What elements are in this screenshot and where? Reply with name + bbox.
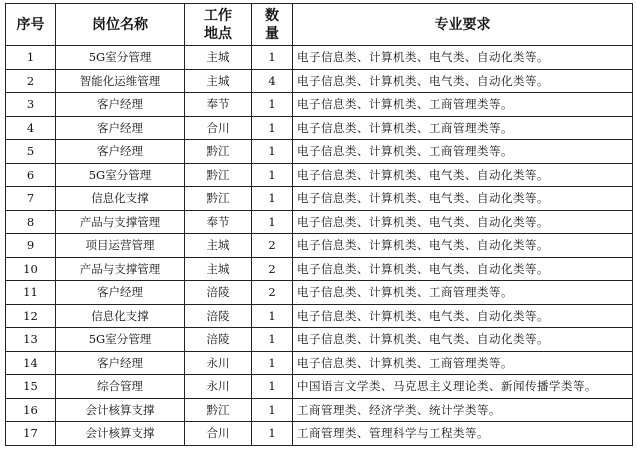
cell-no: 3 <box>6 93 56 117</box>
cell-position: 客户经理 <box>56 116 185 140</box>
cell-no: 1 <box>6 46 56 70</box>
cell-position: 客户经理 <box>56 140 185 164</box>
header-location-text: 工作地点 <box>204 7 232 42</box>
cell-position: 客户经理 <box>56 93 185 117</box>
header-location <box>185 4 252 46</box>
cell-position: 信息化支撑 <box>56 187 185 211</box>
cell-count: 1 <box>252 328 293 352</box>
cell-count: 1 <box>252 398 293 422</box>
header-position: 岗位名称 <box>56 4 185 46</box>
job-positions-table <box>5 3 633 446</box>
cell-no: 11 <box>6 281 56 305</box>
table-row <box>6 234 633 258</box>
cell-count: 2 <box>252 257 293 281</box>
cell-major: 中国语言文学类、马克思主义理论类、新闻传播学类等。 <box>293 375 633 399</box>
cell-count: 1 <box>252 93 293 117</box>
cell-count: 1 <box>252 304 293 328</box>
table-body <box>6 46 633 446</box>
cell-position: 会计核算支撑 <box>56 398 185 422</box>
table-row <box>6 187 633 211</box>
header-count-text: 数量 <box>265 7 279 42</box>
cell-location: 合川 <box>185 116 252 140</box>
cell-count: 2 <box>252 234 293 258</box>
cell-major: 电子信息类、计算机类、电气类、自动化类等。 <box>293 234 633 258</box>
cell-location: 主城 <box>185 46 252 70</box>
table-row <box>6 398 633 422</box>
cell-major: 电子信息类、计算机类、工商管理类等。 <box>293 93 633 117</box>
table-row <box>6 375 633 399</box>
cell-no: 15 <box>6 375 56 399</box>
cell-no: 12 <box>6 304 56 328</box>
cell-no: 9 <box>6 234 56 258</box>
table-row <box>6 93 633 117</box>
cell-count: 1 <box>252 163 293 187</box>
table-header-row <box>6 4 633 46</box>
table-row <box>6 210 633 234</box>
cell-count: 1 <box>252 351 293 375</box>
cell-major: 电子信息类、计算机类、电气类、自动化类等。 <box>293 163 633 187</box>
cell-count: 2 <box>252 281 293 305</box>
cell-position: 会计核算支撑 <box>56 422 185 446</box>
cell-location: 黔江 <box>185 187 252 211</box>
table-row <box>6 328 633 352</box>
cell-location: 涪陵 <box>185 304 252 328</box>
cell-major: 电子信息类、计算机类、电气类、自动化类等。 <box>293 46 633 70</box>
cell-no: 14 <box>6 351 56 375</box>
cell-location: 合川 <box>185 422 252 446</box>
cell-location: 涪陵 <box>185 328 252 352</box>
cell-no: 16 <box>6 398 56 422</box>
cell-count: 1 <box>252 210 293 234</box>
table-row <box>6 46 633 70</box>
cell-major: 电子信息类、计算机类、工商管理类等。 <box>293 281 633 305</box>
cell-no: 2 <box>6 69 56 93</box>
cell-major: 电子信息类、计算机类、工商管理类等。 <box>293 351 633 375</box>
cell-location: 主城 <box>185 69 252 93</box>
cell-position: 信息化支撑 <box>56 304 185 328</box>
header-major: 专业要求 <box>293 4 633 46</box>
cell-no: 7 <box>6 187 56 211</box>
cell-location: 主城 <box>185 234 252 258</box>
cell-major: 电子信息类、计算机类、电气类、自动化类等。 <box>293 328 633 352</box>
cell-location: 黔江 <box>185 398 252 422</box>
cell-location: 黔江 <box>185 163 252 187</box>
cell-major: 电子信息类、计算机类、电气类、自动化类等。 <box>293 257 633 281</box>
cell-position: 客户经理 <box>56 351 185 375</box>
table-row <box>6 351 633 375</box>
cell-major: 电子信息类、计算机类、电气类、自动化类等。 <box>293 210 633 234</box>
cell-position: 综合管理 <box>56 375 185 399</box>
cell-count: 1 <box>252 422 293 446</box>
table-row <box>6 140 633 164</box>
cell-major: 电子信息类、计算机类、工商管理类等。 <box>293 116 633 140</box>
table-row <box>6 304 633 328</box>
job-table-container <box>5 3 632 446</box>
cell-position: 产品与支撑管理 <box>56 257 185 281</box>
cell-major: 电子信息类、计算机类、电气类、自动化类等。 <box>293 304 633 328</box>
table-row <box>6 116 633 140</box>
table-row <box>6 257 633 281</box>
cell-position: 项目运营管理 <box>56 234 185 258</box>
cell-location: 黔江 <box>185 140 252 164</box>
cell-location: 奉节 <box>185 93 252 117</box>
cell-no: 13 <box>6 328 56 352</box>
cell-count: 1 <box>252 187 293 211</box>
cell-position: 5G室分管理 <box>56 328 185 352</box>
table-row <box>6 163 633 187</box>
cell-major: 电子信息类、计算机类、电气类、自动化类等。 <box>293 187 633 211</box>
cell-location: 奉节 <box>185 210 252 234</box>
table-row <box>6 422 633 446</box>
cell-location: 永川 <box>185 375 252 399</box>
cell-location: 涪陵 <box>185 281 252 305</box>
cell-no: 8 <box>6 210 56 234</box>
cell-no: 17 <box>6 422 56 446</box>
table-row <box>6 69 633 93</box>
cell-major: 电子信息类、计算机类、电气类、自动化类等。 <box>293 69 633 93</box>
cell-position: 客户经理 <box>56 281 185 305</box>
cell-no: 4 <box>6 116 56 140</box>
cell-no: 10 <box>6 257 56 281</box>
cell-position: 产品与支撑管理 <box>56 210 185 234</box>
cell-no: 5 <box>6 140 56 164</box>
cell-major: 工商管理类、管理科学与工程类等。 <box>293 422 633 446</box>
table-row <box>6 281 633 305</box>
cell-count: 1 <box>252 46 293 70</box>
cell-no: 6 <box>6 163 56 187</box>
header-no: 序号 <box>6 4 56 46</box>
cell-major: 工商管理类、经济学类、统计学类等。 <box>293 398 633 422</box>
header-count <box>252 4 293 46</box>
cell-position: 5G室分管理 <box>56 163 185 187</box>
cell-count: 1 <box>252 140 293 164</box>
cell-count: 1 <box>252 375 293 399</box>
cell-count: 1 <box>252 116 293 140</box>
cell-count: 4 <box>252 69 293 93</box>
cell-position: 智能化运维管理 <box>56 69 185 93</box>
cell-location: 主城 <box>185 257 252 281</box>
cell-location: 永川 <box>185 351 252 375</box>
cell-position: 5G室分管理 <box>56 46 185 70</box>
cell-major: 电子信息类、计算机类、工商管理类等。 <box>293 140 633 164</box>
